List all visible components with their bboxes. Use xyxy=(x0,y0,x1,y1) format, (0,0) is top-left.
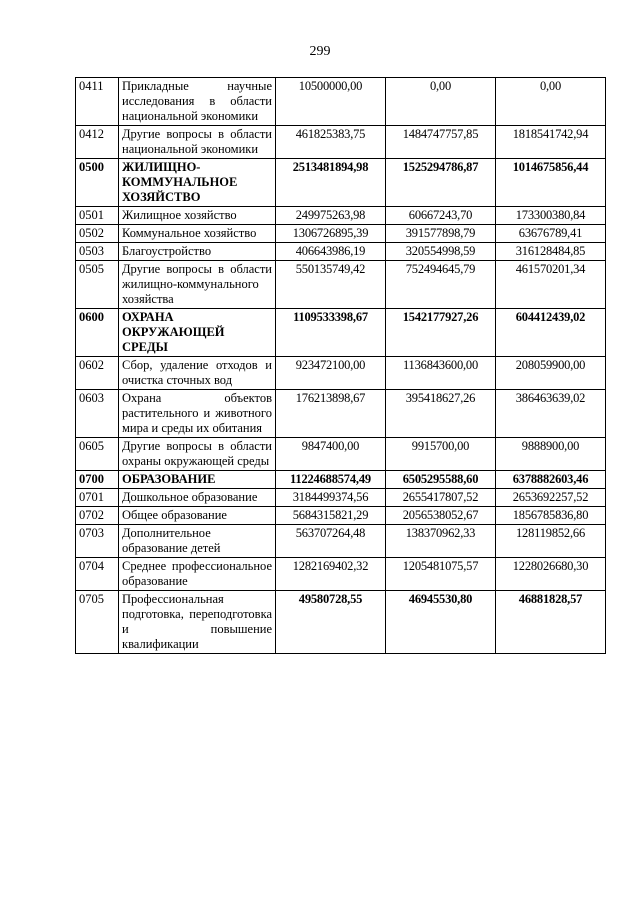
row-code: 0600 xyxy=(76,309,119,357)
budget-table-body xyxy=(76,78,606,654)
row-value-1: 176213898,67 xyxy=(276,390,386,438)
row-name: Другие вопросы в области жилищно-коммунального хозяйства xyxy=(119,261,276,309)
row-value-2: 60667243,70 xyxy=(386,207,496,225)
row-code: 0411 xyxy=(76,78,119,126)
row-value-3: 1228026680,30 xyxy=(496,558,606,591)
table-row xyxy=(76,438,606,471)
row-code: 0603 xyxy=(76,390,119,438)
row-value-2: 6505295588,60 xyxy=(386,471,496,489)
row-value-3: 46881828,57 xyxy=(496,591,606,654)
row-value-2: 395418627,26 xyxy=(386,390,496,438)
row-name: Коммунальное хозяйство xyxy=(119,225,276,243)
row-value-3: 604412439,02 xyxy=(496,309,606,357)
row-value-2: 1484747757,85 xyxy=(386,126,496,159)
row-name: Другие вопросы в области национальной экономики xyxy=(119,126,276,159)
table-row xyxy=(76,525,606,558)
row-value-3: 386463639,02 xyxy=(496,390,606,438)
row-name: Сбор, удаление отходов и очистка сточных вод xyxy=(119,357,276,390)
row-value-1: 406643986,19 xyxy=(276,243,386,261)
row-value-1: 11224688574,49 xyxy=(276,471,386,489)
row-value-1: 5684315821,29 xyxy=(276,507,386,525)
row-value-1: 2513481894,98 xyxy=(276,159,386,207)
row-value-3: 9888900,00 xyxy=(496,438,606,471)
row-name: Среднее профессиональное образование xyxy=(119,558,276,591)
table-row xyxy=(76,159,606,207)
row-value-3: 1014675856,44 xyxy=(496,159,606,207)
table-row xyxy=(76,261,606,309)
table-row xyxy=(76,558,606,591)
row-value-2: 46945530,80 xyxy=(386,591,496,654)
row-value-3: 6378882603,46 xyxy=(496,471,606,489)
table-row xyxy=(76,207,606,225)
row-code: 0602 xyxy=(76,357,119,390)
row-value-3: 63676789,41 xyxy=(496,225,606,243)
row-name: ОХРАНА ОКРУЖАЮЩЕЙ СРЕДЫ xyxy=(119,309,276,357)
table-row xyxy=(76,390,606,438)
row-code: 0701 xyxy=(76,489,119,507)
row-name: Жилищное хозяйство xyxy=(119,207,276,225)
row-value-3: 2653692257,52 xyxy=(496,489,606,507)
row-value-2: 1525294786,87 xyxy=(386,159,496,207)
row-value-2: 1205481075,57 xyxy=(386,558,496,591)
row-name: Профессиональная подготовка, переподготовка и повышение квалификации xyxy=(119,591,276,654)
row-value-1: 461825383,75 xyxy=(276,126,386,159)
table-row xyxy=(76,489,606,507)
row-value-2: 9915700,00 xyxy=(386,438,496,471)
row-code: 0704 xyxy=(76,558,119,591)
row-value-1: 49580728,55 xyxy=(276,591,386,654)
row-value-3: 1818541742,94 xyxy=(496,126,606,159)
row-code: 0502 xyxy=(76,225,119,243)
row-value-3: 173300380,84 xyxy=(496,207,606,225)
row-value-1: 9847400,00 xyxy=(276,438,386,471)
table-row xyxy=(76,591,606,654)
row-code: 0702 xyxy=(76,507,119,525)
row-value-2: 138370962,33 xyxy=(386,525,496,558)
row-name: ОБРАЗОВАНИЕ xyxy=(119,471,276,489)
row-code: 0700 xyxy=(76,471,119,489)
row-value-3: 128119852,66 xyxy=(496,525,606,558)
row-code: 0500 xyxy=(76,159,119,207)
row-value-1: 3184499374,56 xyxy=(276,489,386,507)
row-value-1: 1282169402,32 xyxy=(276,558,386,591)
row-code: 0605 xyxy=(76,438,119,471)
table-row xyxy=(76,243,606,261)
table-row xyxy=(76,126,606,159)
row-value-2: 1136843600,00 xyxy=(386,357,496,390)
row-code: 0703 xyxy=(76,525,119,558)
row-code: 0501 xyxy=(76,207,119,225)
row-name: Дополнительное образование детей xyxy=(119,525,276,558)
row-value-2: 1542177927,26 xyxy=(386,309,496,357)
table-row xyxy=(76,309,606,357)
row-value-3: 208059900,00 xyxy=(496,357,606,390)
row-value-2: 2655417807,52 xyxy=(386,489,496,507)
row-value-1: 550135749,42 xyxy=(276,261,386,309)
table-row xyxy=(76,78,606,126)
row-value-3: 0,00 xyxy=(496,78,606,126)
row-value-1: 10500000,00 xyxy=(276,78,386,126)
page-number: 299 xyxy=(309,44,331,59)
row-code: 0412 xyxy=(76,126,119,159)
row-value-1: 249975263,98 xyxy=(276,207,386,225)
row-code: 0705 xyxy=(76,591,119,654)
row-value-3: 461570201,34 xyxy=(496,261,606,309)
row-name: Благоустройство xyxy=(119,243,276,261)
row-code: 0505 xyxy=(76,261,119,309)
row-name: Прикладные научные исследования в области национальной экономики xyxy=(119,78,276,126)
table-row xyxy=(76,471,606,489)
row-value-3: 316128484,85 xyxy=(496,243,606,261)
table-row xyxy=(76,507,606,525)
row-name: Общее образование xyxy=(119,507,276,525)
row-value-1: 1306726895,39 xyxy=(276,225,386,243)
row-value-1: 563707264,48 xyxy=(276,525,386,558)
row-name: Дошкольное образование xyxy=(119,489,276,507)
row-value-2: 2056538052,67 xyxy=(386,507,496,525)
row-name: ЖИЛИЩНО-КОММУНАЛЬНОЕ ХОЗЯЙСТВО xyxy=(119,159,276,207)
row-value-1: 1109533398,67 xyxy=(276,309,386,357)
budget-table xyxy=(75,77,606,654)
row-value-2: 0,00 xyxy=(386,78,496,126)
row-value-2: 320554998,59 xyxy=(386,243,496,261)
table-row xyxy=(76,357,606,390)
row-value-1: 923472100,00 xyxy=(276,357,386,390)
row-name: Другие вопросы в области охраны окружающей среды xyxy=(119,438,276,471)
row-name: Охрана объектов растительного и животного мира и среды их обитания xyxy=(119,390,276,438)
row-value-2: 752494645,79 xyxy=(386,261,496,309)
row-value-3: 1856785836,80 xyxy=(496,507,606,525)
table-row xyxy=(76,225,606,243)
row-value-2: 391577898,79 xyxy=(386,225,496,243)
row-code: 0503 xyxy=(76,243,119,261)
